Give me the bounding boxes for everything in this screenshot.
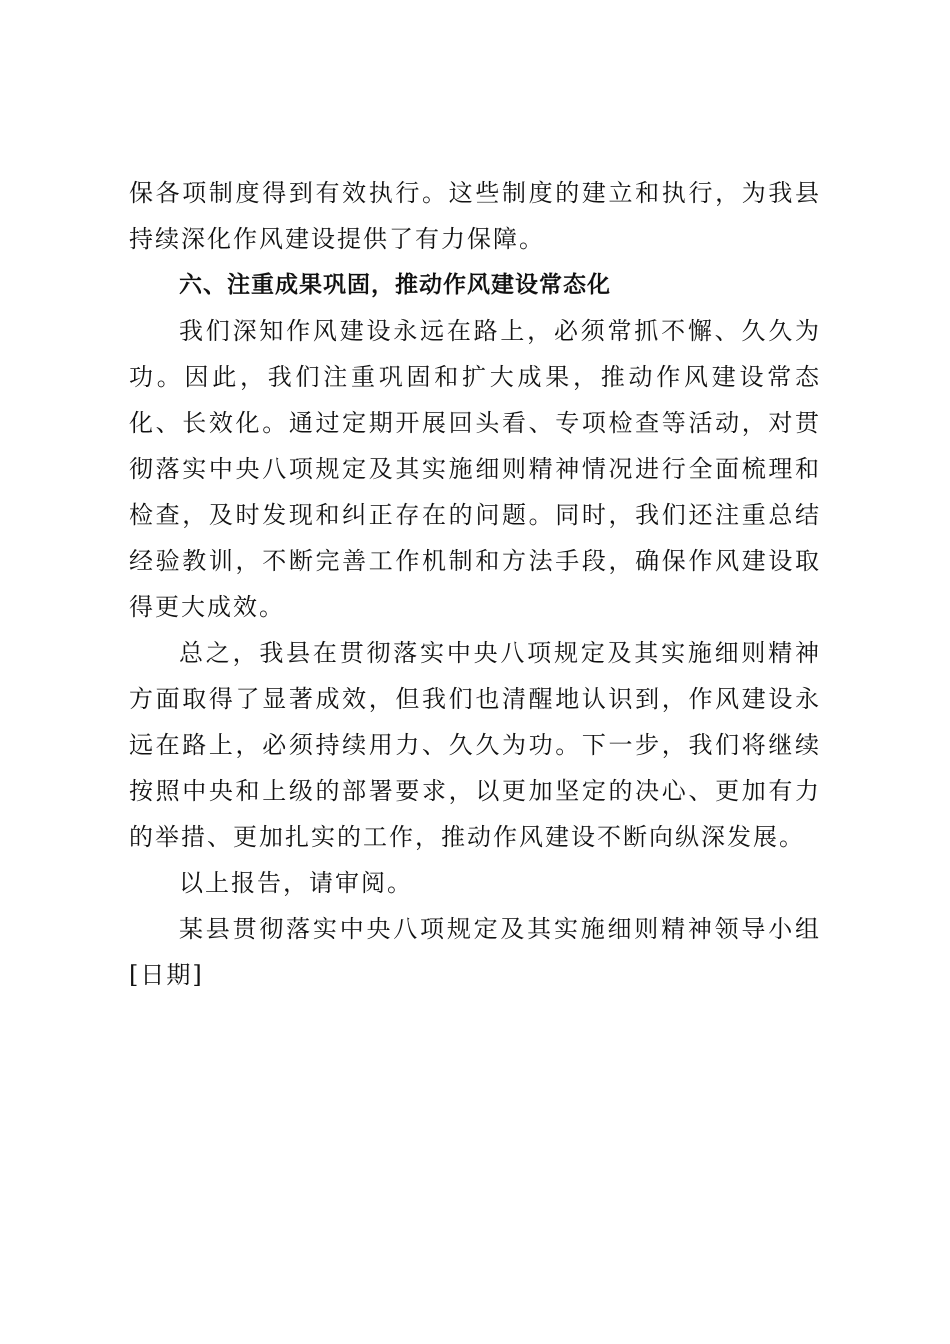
paragraph-summary: 总之，我县在贯彻落实中央八项规定及其实施细则精神方面取得了显著成效，但我们也清醒地认识到，作风建设永远在路上，必须持续用力、久久为功。下一步，我们将继续按照中央和上级的部署要求，以更加坚定的决心、更加有力的举措、更加扎实的工作，推动作风建设不断向纵深发展。	[129, 639, 821, 851]
paragraph-continuation: 保各项制度得到有效执行。这些制度的建立和执行，为我县持续深化作风建设提供了有力保障。	[129, 179, 821, 253]
paragraph-closing: 以上报告，请审阅。	[179, 869, 413, 897]
signature-line: 某县贯彻落实中央八项规定及其实施细则精神领导小组[日期]	[129, 915, 821, 989]
paragraph-body: 我们深知作风建设永远在路上，必须常抓不懈、久久为功。因此，我们注重巩固和扩大成果，推动作风建设常态化、长效化。通过定期开展回头看、专项检查等活动，对贯彻落实中央八项规定及其实施细则精神情况进行全面梳理和检查，及时发现和纠正存在的问题。同时，我们还注重总结经验教训，不断完善工作机制和方法手段，确保作风建设取得更大成效。	[129, 317, 821, 621]
section-heading: 六、注重成果巩固，推动作风建设常态化	[179, 272, 611, 298]
document-page	[129, 170, 821, 998]
